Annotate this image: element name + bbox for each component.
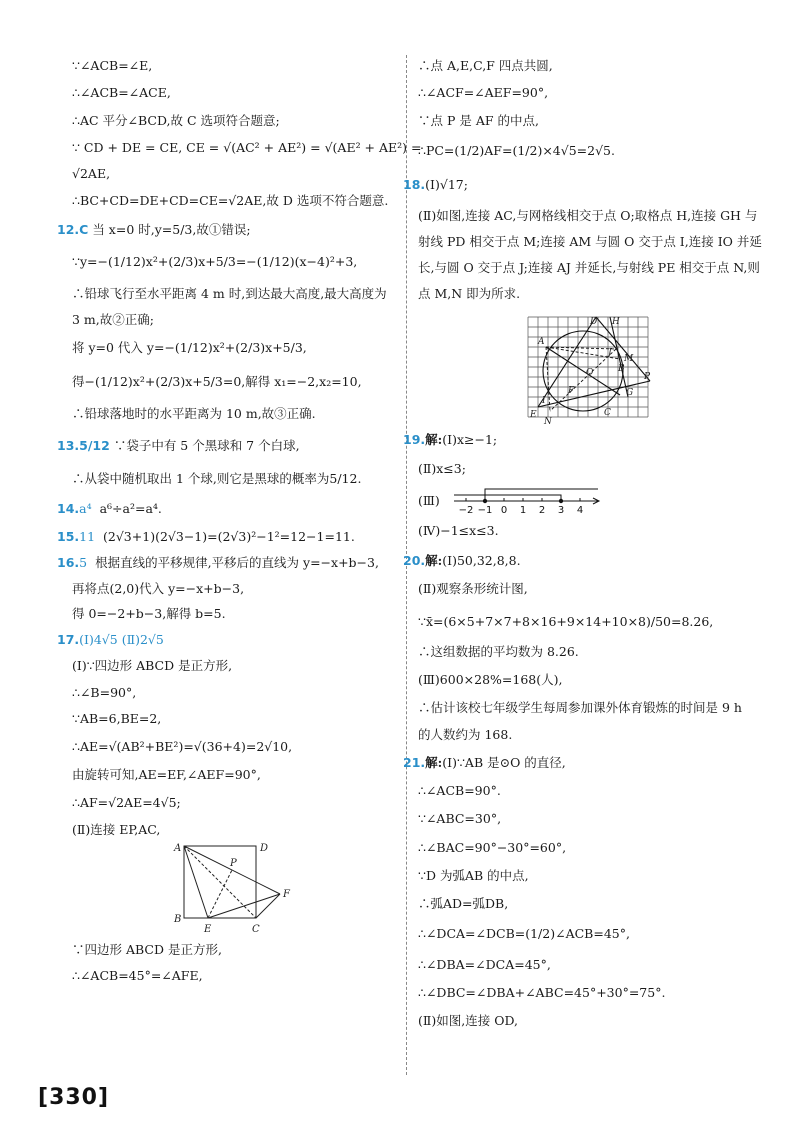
text-line: ∴这组数据的平均数为 8.26.: [418, 643, 579, 659]
text-line: 得−(1/12)x²+(2/3)x+5/3=0,解得 x₁=−2,x₂=10,: [72, 373, 362, 389]
axis-tick-label: 3: [557, 504, 565, 515]
text-line: 得 0=−2+b−3,解得 b=5.: [72, 605, 226, 621]
text-line: ∴AF=√2AE=4√5;: [72, 794, 181, 810]
text-line: (2√3+1)(2√3−1)=(2√3)²−1²=12−1=11.: [103, 529, 355, 544]
question-number: 13.: [57, 438, 80, 454]
figure-label: D: [590, 317, 598, 328]
question-number: 12.: [57, 221, 80, 237]
figure-label: F: [283, 889, 290, 900]
text-line: ∴∠DCA=∠DCB=(1/2)∠ACB=45°,: [418, 926, 630, 942]
figure-label: D: [260, 843, 269, 854]
text-line: ∵∠ACB=∠E,: [72, 58, 153, 73]
text-line: 根据直线的平移规律,平移后的直线为 y=−x+b−3,: [95, 555, 379, 571]
axis-tick-label: 4: [576, 504, 584, 515]
question-answer: (Ⅰ)4√5 (Ⅱ)2√5: [79, 632, 164, 647]
axis-tick-label: −2: [458, 504, 474, 515]
figure-label: A: [538, 337, 545, 348]
text-line: (Ⅰ)√17;: [425, 177, 468, 192]
q13-first-line: [57, 438, 400, 454]
figure-label: F: [568, 386, 575, 397]
q21-first-line: [403, 755, 763, 771]
text-line: 当 x=0 时,y=5/3,故①错误;: [92, 221, 251, 237]
text-line: ∴∠DBC=∠DBA+∠ABC=45°+30°=75°.: [418, 984, 666, 1000]
text-line: ∴AC 平分∠BCD,故 C 选项符合题意;: [72, 112, 280, 128]
question-number: 18.: [403, 177, 426, 192]
text-line: ∴AE=√(AB²+BE²)=√(36+4)=2√10,: [72, 739, 293, 754]
question-answer: a⁴: [79, 500, 92, 516]
text-line: (Ⅲ): [418, 492, 440, 508]
figure-label: A: [174, 843, 182, 854]
text-line: ∴∠ACB=90°.: [418, 783, 501, 798]
text-line: ∴弧AD=弧DB,: [418, 896, 509, 911]
figure-label: B: [618, 364, 625, 375]
text-line: ∴∠ACB=45°=∠AFE,: [72, 968, 203, 984]
page-number: [330]: [38, 1085, 110, 1110]
question-answer: C: [79, 221, 89, 237]
question-number: 14.: [57, 500, 80, 516]
grid-circle-figure: [418, 311, 763, 426]
text-line: ∵ CD + DE = CE, CE = √(AC² + AE²) = √(AE² + AE²) =: [72, 139, 422, 155]
text-line: ∵D 为弧AB 的中点,: [418, 867, 529, 883]
question-number: 15.: [57, 529, 80, 544]
figure-label: H: [612, 317, 620, 328]
text-line: (Ⅱ)如图,连接 OD,: [418, 1013, 518, 1028]
figure-label: G: [626, 388, 634, 399]
axis-tick-label: 0: [500, 504, 508, 515]
text-line: ∴∠ACF=∠AEF=90°,: [418, 85, 549, 101]
figure-label: M: [624, 354, 634, 365]
question-number: 20.: [403, 553, 426, 568]
square-geometry-figure: [72, 842, 400, 936]
solution-label: 解:: [425, 432, 443, 448]
text-line: (Ⅳ)−1≤x≤3.: [418, 522, 499, 538]
text-line: ∵x̄=(6×5+7×7+8×16+9×14+10×8)/50=8.26,: [418, 613, 714, 629]
axis-tick-label: 2: [538, 504, 546, 515]
axis-tick-label: −1: [477, 504, 493, 515]
question-number: 16.: [57, 555, 80, 571]
text-line: ∵袋子中有 5 个黑球和 7 个白球,: [113, 438, 300, 454]
text-line: ∵y=−(1/12)x²+(2/3)x+5/3=−(1/12)(x−4)²+3,: [72, 253, 358, 269]
figure-label: E: [530, 410, 537, 421]
question-answer: 5: [79, 555, 88, 571]
text-line: ∴铅球飞行至水平距离 4 m 时,到达最大高度,最大高度为: [72, 286, 387, 301]
text-line: 将 y=0 代入 y=−(1/12)x²+(2/3)x+5/3,: [72, 339, 307, 355]
number-line-figure: [418, 485, 763, 515]
text-line: ∴BC+CD=DE+CD=CE=√2AE,故 D 选项不符合题意.: [72, 193, 389, 209]
text-line: (Ⅱ)x≤3;: [418, 460, 466, 476]
figure-label: P: [230, 858, 237, 869]
q17-first-line: [57, 632, 400, 648]
text-line: ∴从袋中随机取出 1 个球,则它是黑球的概率为5/12.: [72, 470, 362, 486]
figure-label: C: [252, 924, 260, 935]
text-line: (Ⅰ)∵AB 是⊙O 的直径,: [442, 754, 566, 770]
figure-label: J: [608, 348, 612, 359]
text-line: (Ⅰ)∵四边形 ABCD 是正方形,: [72, 658, 233, 674]
question-number: 21.: [403, 754, 426, 770]
q14-line: [57, 501, 400, 517]
text-line: ∴∠B=90°,: [72, 684, 137, 700]
text-line: 的人数约为 168.: [418, 726, 513, 742]
solution-label: 解:: [425, 553, 443, 568]
text-line: (Ⅲ)600×28%=168(人),: [418, 672, 563, 687]
q15-line: [57, 529, 400, 545]
q19-first-line: [403, 432, 763, 448]
text-line: ∴∠ACB=∠ACE,: [72, 85, 171, 101]
text-line: ∴∠BAC=90°−30°=60°,: [418, 839, 567, 855]
text-line: ∴PC=(1/2)AF=(1/2)×4√5=2√5.: [418, 142, 615, 158]
question-answer: 11: [79, 529, 96, 544]
text-line: ∵∠ABC=30°,: [418, 811, 502, 827]
question-number: 19.: [403, 432, 426, 448]
figure-label: B: [174, 914, 182, 925]
figure-label: E: [204, 924, 212, 935]
text-line: 由旋转可知,AE=EF,∠AEF=90°,: [72, 767, 261, 783]
q18-paragraph: (Ⅱ)如图,连接 AC,与网格线相交于点 O;取格点 H,连接 GH 与射线 PD 相交于点 M;连接 AM 与圆 O 交于点 I,连接 IO 并延长,与圆 O 交于点 J;连接 AJ 并延长,与射线 PE 相交于点 N,则点 M,N 即为所求.: [418, 208, 762, 302]
text-line: (Ⅱ)观察条形统计图,: [418, 581, 528, 597]
axis-tick-label: 1: [519, 504, 527, 515]
figure-label: N: [544, 417, 552, 427]
question-answer: 5/12: [79, 438, 110, 454]
right-column: [403, 58, 763, 1029]
figure-label: C: [604, 408, 611, 419]
q12-first-line: [57, 222, 400, 238]
figure-label: O: [586, 368, 594, 379]
text-line: ∴∠DBA=∠DCA=45°,: [418, 956, 551, 972]
text-line: ∴点 A,E,C,F 四点共圆,: [418, 58, 553, 73]
number-line-row: [418, 485, 763, 515]
figure-label: I: [542, 396, 546, 407]
q20-first-line: [403, 553, 763, 569]
text-line: a⁶÷a²=a⁴.: [99, 500, 162, 516]
text-line: √2AE,: [72, 166, 111, 181]
question-number: 17.: [57, 632, 80, 647]
figure-label: P: [644, 372, 651, 383]
text-line: ∴铅球落地时的水平距离为 10 m,故③正确.: [72, 406, 316, 421]
text-line: ∵AB=6,BE=2,: [72, 710, 162, 726]
solution-label: 解:: [425, 754, 443, 770]
text-line: (Ⅰ)50,32,8,8.: [442, 553, 521, 568]
q18-first-line: [403, 177, 763, 193]
text-line: 再将点(2,0)代入 y=−x+b−3,: [72, 580, 245, 596]
text-line: (Ⅰ)x≥−1;: [442, 432, 498, 448]
text-line: ∵四边形 ABCD 是正方形,: [72, 942, 222, 957]
text-line: 3 m,故②正确;: [72, 312, 154, 328]
text-line: (Ⅱ)连接 EP,AC,: [72, 821, 161, 837]
q16-first-line: [57, 555, 400, 571]
text-line: ∴估计该校七年级学生每周参加课外体育锻炼的时间是 9 h: [418, 700, 742, 716]
text-line: ∵点 P 是 AF 的中点,: [418, 112, 539, 128]
